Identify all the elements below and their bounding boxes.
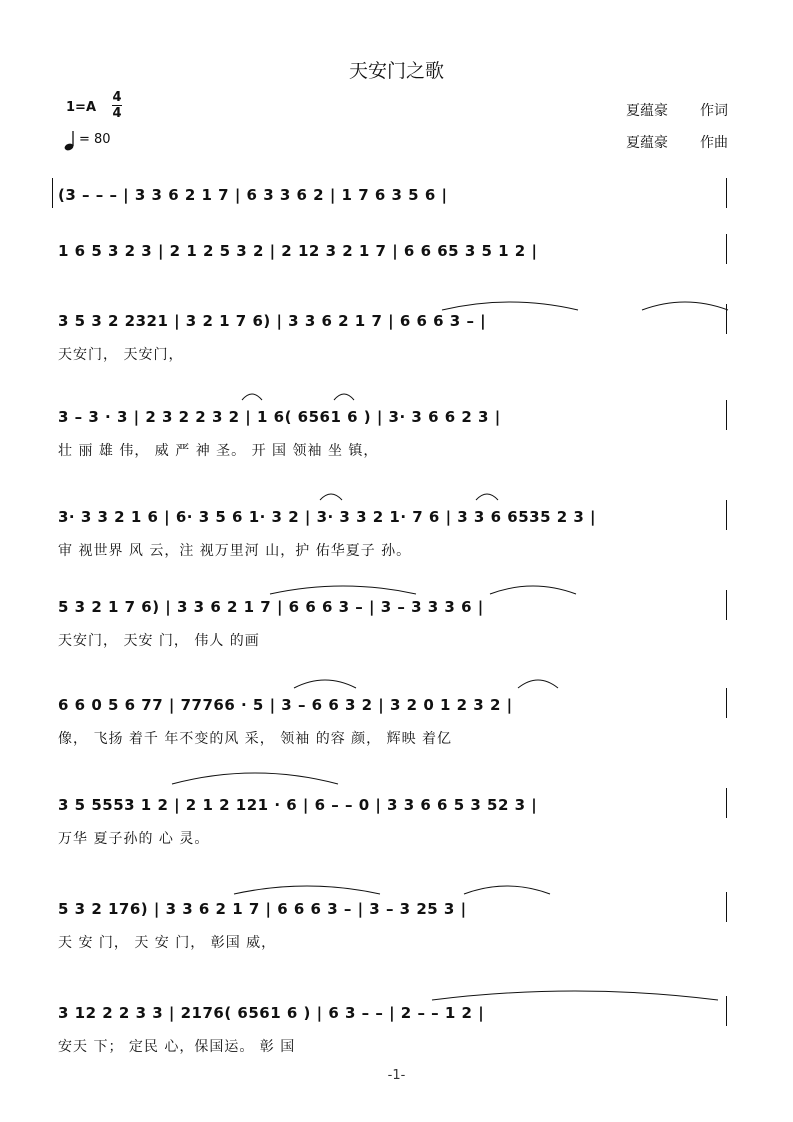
notation-line: 3 – 3 · 3 | 2 3 2 2 3 2 | 1 6( 6561 6 ) | 3· 3 6 6 2 3 | [58, 408, 501, 426]
slur-mark [240, 390, 264, 402]
slur-mark [332, 390, 356, 402]
lyrics-line: 审 视世界 风 云，注 视万里河 山，护 佑华夏子 孙。 [58, 543, 412, 559]
slur-mark [462, 882, 552, 896]
barline [726, 500, 727, 530]
lyrics-line: 天安门， 天安门， [58, 347, 184, 363]
barline [726, 590, 727, 620]
score-row [0, 598, 793, 688]
barline [52, 178, 53, 208]
notation-line: 1 6 5 3 2 3 | 2 1 2 5 3 2 | 2 12 3 2 1 7 | 6 6 65 3 5 1 2 | [58, 242, 538, 260]
barline [726, 234, 727, 264]
score-row [0, 796, 793, 886]
barline [726, 892, 727, 922]
slur-mark [516, 676, 560, 690]
notation-line: 5 3 2 176) | 3 3 6 2 1 7 | 6 6 6 3 – | 3 – 3 25 3 | [58, 900, 467, 918]
lyrics-line: 壮 丽 雄 伟， 威 严 神 圣。 开 国 领袖 坐 镇， [58, 443, 379, 459]
score-row [0, 408, 793, 498]
slur-mark [640, 298, 730, 312]
barline [726, 304, 727, 334]
composer-role: 作曲 [700, 135, 728, 151]
lyrics-line: 万华 夏子孙的 心 灵。 [58, 831, 210, 847]
slur-mark [430, 986, 720, 1002]
barline [726, 178, 727, 208]
notation-line: (3 – – – | 3 3 6 2 1 7 | 6 3 3 6 2 | 1 7 6 3 5 6 | [58, 186, 448, 204]
score-row [0, 900, 793, 990]
lyrics-line: 安天 下； 定民 心，保国运。 彰 国 [58, 1039, 296, 1055]
time-signature [110, 90, 124, 121]
score-row [0, 312, 793, 402]
slur-mark [318, 490, 344, 502]
lyrics-line: 天安门， 天安 门， 伟人 的画 [58, 633, 260, 649]
page-number: -1- [387, 1068, 406, 1083]
quarter-note-icon [64, 130, 78, 152]
tempo-marking: = 80 [79, 132, 111, 147]
slur-mark [268, 582, 418, 596]
notation-line: 3 5 3 2 2321 | 3 2 1 7 6) | 3 3 6 2 1 7 | 6 6 6 3 – | [58, 312, 487, 330]
barline [726, 400, 727, 430]
slur-mark [488, 582, 578, 596]
notation-line: 5 3 2 1 7 6) | 3 3 6 2 1 7 | 6 6 6 3 – | 3 – 3 3 3 6 | [58, 598, 484, 616]
composer-name: 夏蕴豪 [626, 135, 668, 151]
slur-mark [232, 882, 382, 896]
notation-line: 6 6 0 5 6 77 | 77766 · 5 | 3 – 6 6 3 2 | 3 2 0 1 2 3 2 | [58, 696, 513, 714]
score-row [0, 696, 793, 786]
lyrics-line: 像， 飞扬 着千 年不变的风 采， 领袖 的容 颜， 辉映 着亿 [58, 731, 453, 747]
lyricist-role: 作词 [700, 103, 728, 119]
notation-line: 3· 3 3 2 1 6 | 6· 3 5 6 1· 3 2 | 3· 3 3 2 1· 7 6 | 3 3 6 6535 2 3 | [58, 508, 597, 526]
lyricist-name: 夏蕴豪 [626, 103, 668, 119]
slur-mark [170, 768, 340, 786]
barline [726, 688, 727, 718]
notation-line: 3 5 5553 1 2 | 2 1 2 121 · 6 | 6 – – 0 | 3 3 6 6 5 3 52 3 | [58, 796, 538, 814]
notation-line: 3 12 2 2 3 3 | 2176( 6561 6 ) | 6 3 – – | 2 – – 1 2 | [58, 1004, 485, 1022]
barline [726, 788, 727, 818]
slur-mark [440, 298, 580, 312]
slur-mark [292, 676, 358, 690]
lyrics-line: 天 安 门， 天 安 门， 彰国 威， [58, 935, 277, 951]
key-signature: 1=A [66, 100, 96, 115]
barline [726, 996, 727, 1026]
time-signature-top: 4 [112, 90, 122, 105]
slur-mark [474, 490, 500, 502]
page-title: 天安门之歌 [348, 60, 444, 82]
time-signature-bottom: 4 [112, 106, 122, 121]
